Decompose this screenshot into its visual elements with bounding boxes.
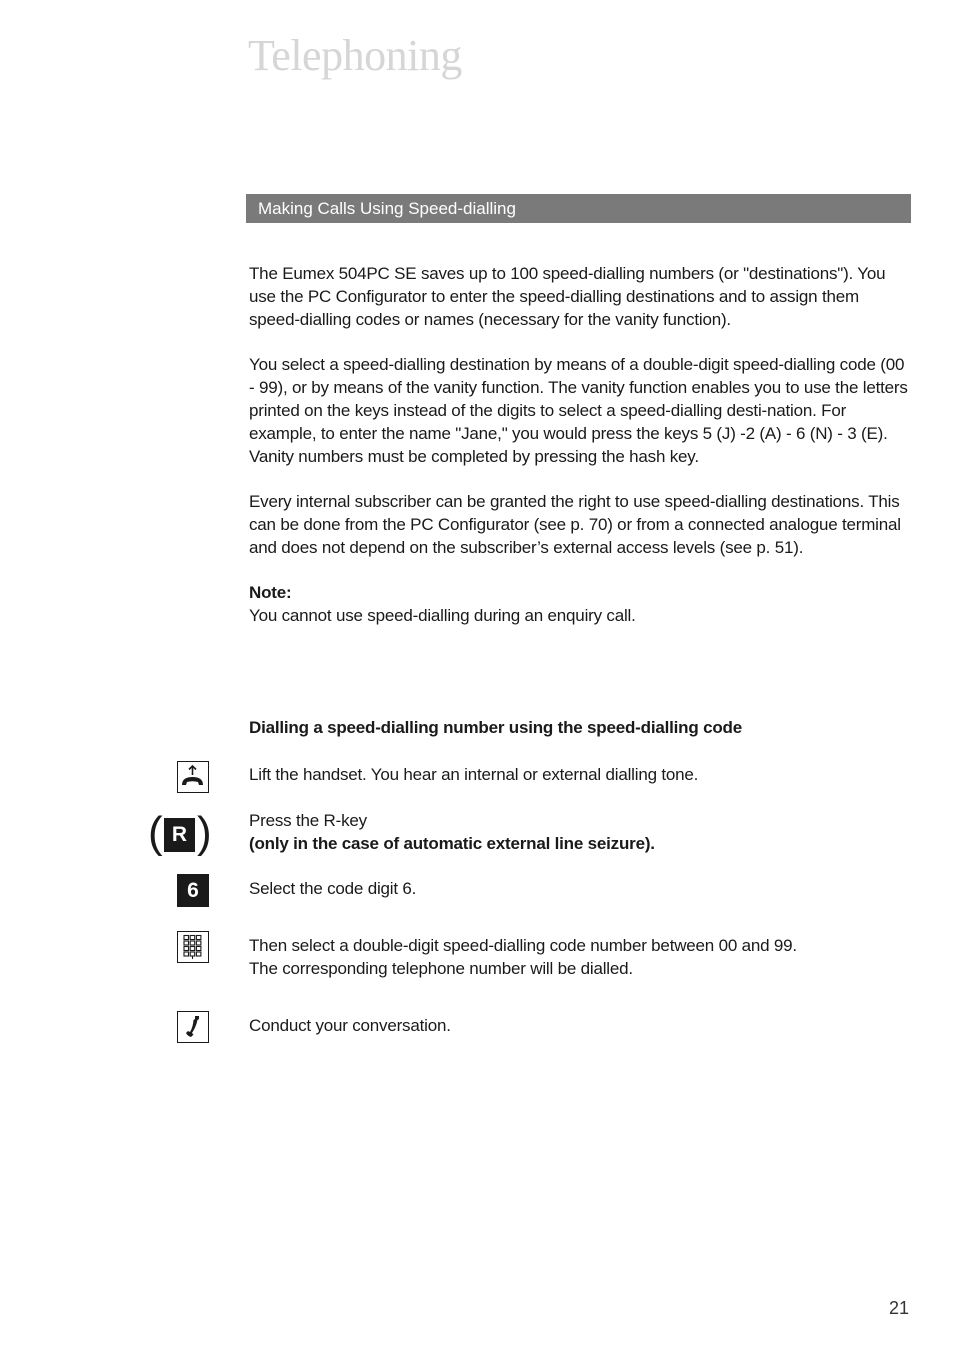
- close-parenthesis: ): [197, 808, 212, 857]
- step-2-text: [249, 809, 914, 855]
- note-block: [249, 581, 914, 627]
- section-title-bar: Making Calls Using Speed-dialling: [246, 194, 911, 223]
- step-4-line-2: The corresponding telephone number will be dialled.: [249, 959, 633, 978]
- r-key-icon: R: [164, 818, 195, 852]
- keypad-icon: [177, 931, 209, 963]
- step-1-text: Lift the handset. You hear an internal or external dialling tone.: [249, 765, 699, 784]
- page-number: 21: [888, 1298, 909, 1318]
- chapter-title: Telephoning: [248, 31, 462, 80]
- digit-key-icon: 6: [177, 874, 209, 907]
- step-3-text: Select the code digit 6.: [249, 879, 417, 898]
- conversation-handset-icon: [177, 1011, 209, 1043]
- step-4-line-1: Then select a double-digit speed-dialling code number between 00 and 99.: [249, 936, 797, 955]
- step-4-text: [249, 934, 914, 980]
- step-2-line-1: Press the R-key: [249, 811, 367, 830]
- step-2-line-2: (only in the case of automatic external line seizure).: [249, 834, 655, 853]
- procedure-heading: Dialling a speed-dialling number using the speed-dialling code: [249, 718, 742, 737]
- note-text: You cannot use speed-dialling during an enquiry call.: [249, 606, 636, 625]
- lift-handset-icon: [177, 761, 209, 793]
- step-5-text: Conduct your conversation.: [249, 1016, 451, 1035]
- intro-paragraph-2: You select a speed-dialling destination by means of a double-digit speed-dialling code (00 - 99), or by means of the vanity function. The vanity function enables you to use the letters printed on the keys instead of the digits to select a speed-dialling desti-nation. For example, to enter the name "Jane," you would press the keys 5 (J) -2 (A) - 6 (N) - 3 (E). Vanity numbers must be completed by pressing the hash key.: [249, 355, 908, 466]
- intro-paragraph-3: Every internal subscriber can be granted the right to use speed-dialling destinations. This can be done from the PC Configurator (see p. 70) or from a connected analogue terminal and does not depend on the subscriber’s external access levels (see p. 51).: [249, 492, 901, 557]
- open-parenthesis: (: [148, 808, 163, 857]
- note-label: Note:: [249, 583, 292, 602]
- intro-paragraph-1: The Eumex 504PC SE saves up to 100 speed-dialling numbers (or "destinations"). You use the PC Configurator to enter the speed-dialling destinations and to assign them speed-dialling codes or names (necessary for the vanity function).: [249, 264, 886, 329]
